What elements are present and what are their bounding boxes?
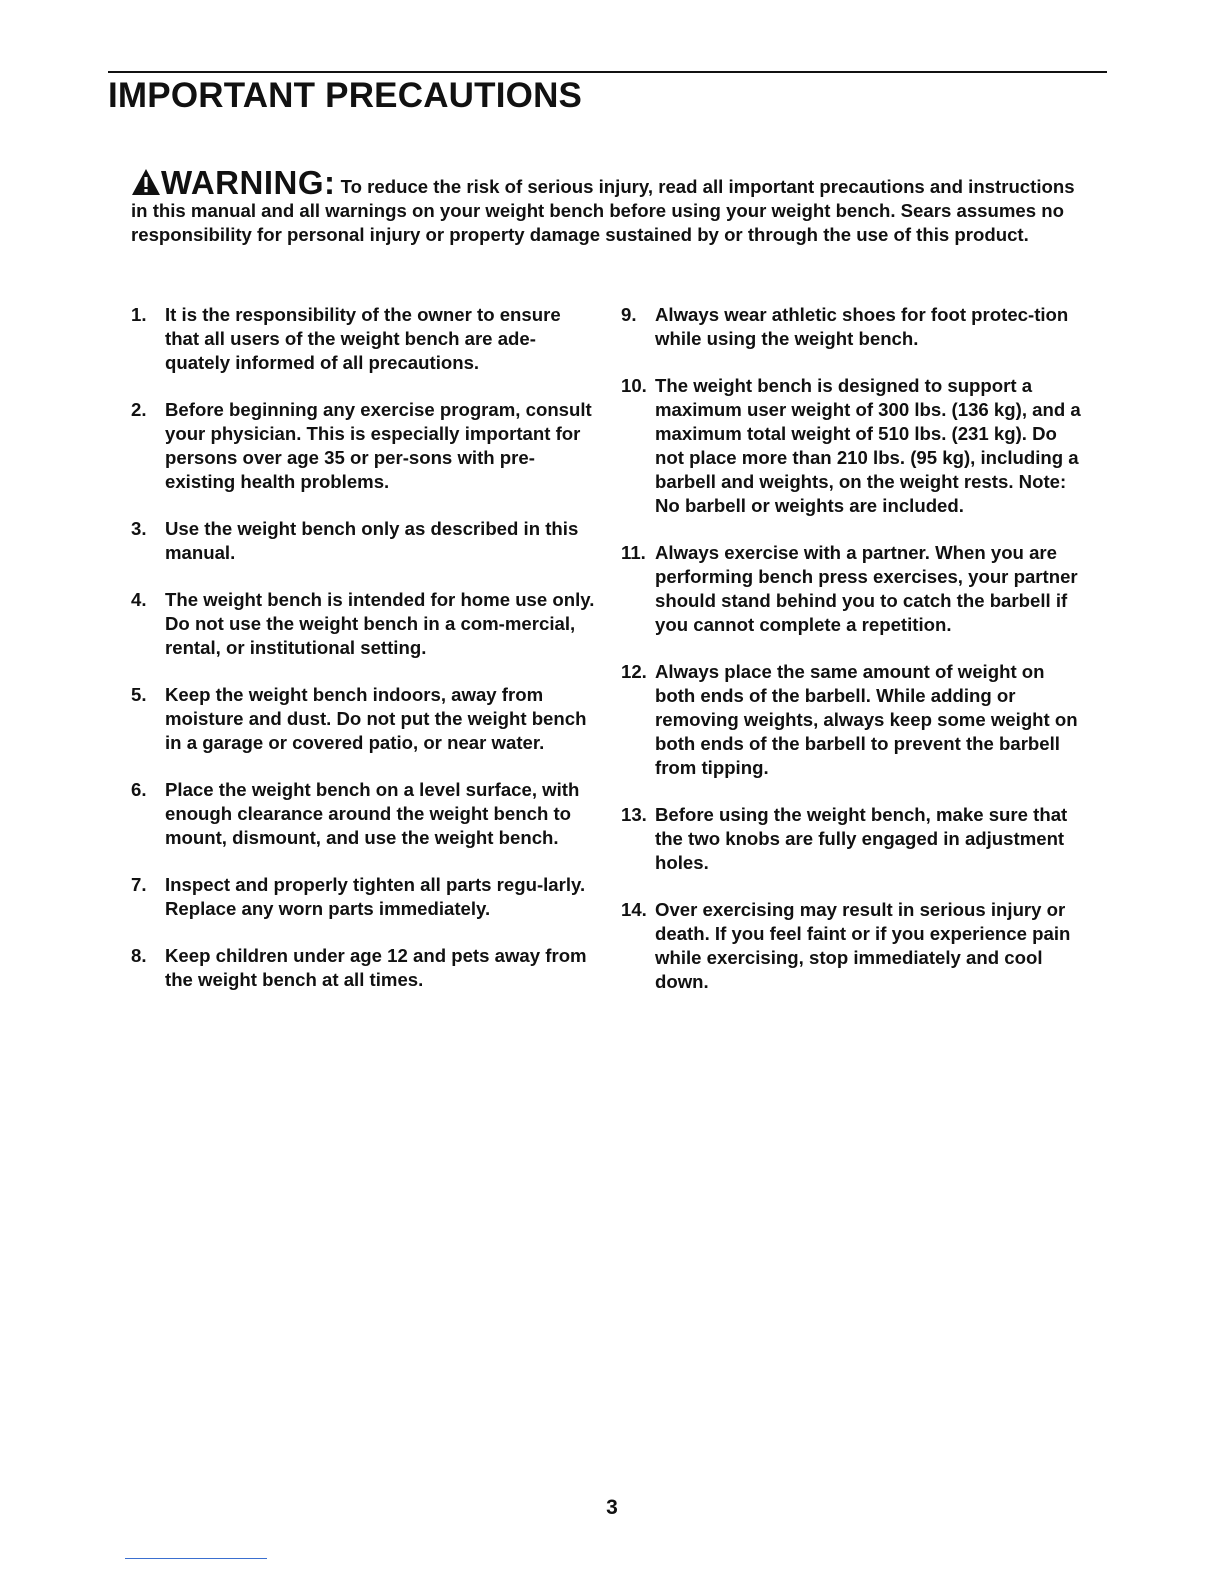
item-text: Always place the same amount of weight on both ends of the barbell. While adding or removing weights, always keep some weight on both ends of the barbell to prevent the barbell from tipping.	[655, 661, 1078, 778]
list-item	[131, 588, 596, 660]
list-item	[131, 517, 596, 565]
item-text: Before using the weight bench, make sure that the two knobs are fully engaged in adjustment holes.	[655, 804, 1068, 873]
list-item	[621, 374, 1086, 518]
item-number: 14.	[621, 899, 647, 920]
item-text: Over exercising may result in serious injury or death. If you feel faint or if you experience pain while exercising, stop immediately and cool down.	[655, 899, 1071, 992]
page-number: 3	[606, 1496, 618, 1519]
item-number: 7.	[131, 874, 147, 895]
list-item	[131, 683, 596, 755]
item-number: 9.	[621, 304, 637, 325]
item-number: 5.	[131, 684, 147, 705]
item-number: 13.	[621, 804, 647, 825]
list-item	[621, 803, 1086, 875]
warning-block	[131, 164, 1091, 247]
item-text: The weight bench is intended for home use only. Do not use the weight bench in a com-mercial, rental, or institutional setting.	[165, 589, 595, 658]
item-number: 10.	[621, 375, 647, 396]
item-text: Always exercise with a partner. When you are performing bench press exercises, your partner should stand behind you to catch the barbell if you cannot complete a repetition.	[655, 542, 1078, 635]
item-text: Place the weight bench on a level surface, with enough clearance around the weight bench to mount, dismount, and use the weight bench.	[165, 779, 580, 848]
warning-text: To reduce the risk of serious injury, read all important precautions and instructions in this manual and all warnings on your weight bench before using your weight bench. Sears assumes no responsibility for personal injury or property damage sustained by or through the use of this product.	[131, 176, 1075, 245]
item-text: Always wear athletic shoes for foot protec-tion while using the weight bench.	[655, 304, 1069, 349]
item-number: 11.	[621, 542, 646, 563]
header-rule	[108, 71, 1107, 73]
list-item	[621, 898, 1086, 994]
item-text: Keep children under age 12 and pets away from the weight bench at all times.	[165, 945, 587, 990]
item-number: 1.	[131, 304, 147, 325]
list-item	[621, 541, 1086, 637]
item-text: Use the weight bench only as described in this manual.	[165, 518, 579, 563]
item-number: 3.	[131, 518, 147, 539]
warning-triangle-icon	[131, 168, 161, 196]
list-item	[131, 303, 596, 375]
item-text: It is the responsibility of the owner to ensure that all users of the weight bench are ade-quately informed of all precautions.	[165, 304, 561, 373]
page-title: IMPORTANT PRECAUTIONS	[108, 76, 583, 115]
footer-rule	[125, 1558, 267, 1559]
item-number: 4.	[131, 589, 147, 610]
precautions-left-column	[131, 303, 596, 1015]
list-item	[131, 778, 596, 850]
item-text: Before beginning any exercise program, consult your physician. This is especially important for persons over age 35 or per-sons with pre-existing health problems.	[165, 399, 592, 492]
item-text: The weight bench is designed to support a maximum user weight of 300 lbs. (136 kg), and a maximum total weight of 510 lbs. (231 kg). Do not place more than 210 lbs. (95 kg), including a barbell and weights, on the weight rests. Note: No barbell or weights are included.	[655, 375, 1081, 516]
item-text: Keep the weight bench indoors, away from moisture and dust. Do not put the weight bench in a garage or covered patio, or near water.	[165, 684, 587, 753]
item-number: 2.	[131, 399, 147, 420]
list-item	[131, 398, 596, 494]
list-item	[131, 873, 596, 921]
item-number: 8.	[131, 945, 147, 966]
list-item	[131, 944, 596, 992]
list-item	[621, 660, 1086, 780]
warning-heading: WARNING:	[161, 164, 336, 201]
list-item	[621, 303, 1086, 351]
item-number: 12.	[621, 661, 647, 682]
precautions-right-column	[621, 303, 1086, 1017]
item-text: Inspect and properly tighten all parts regu-larly. Replace any worn parts immediately.	[165, 874, 586, 919]
item-number: 6.	[131, 779, 147, 800]
